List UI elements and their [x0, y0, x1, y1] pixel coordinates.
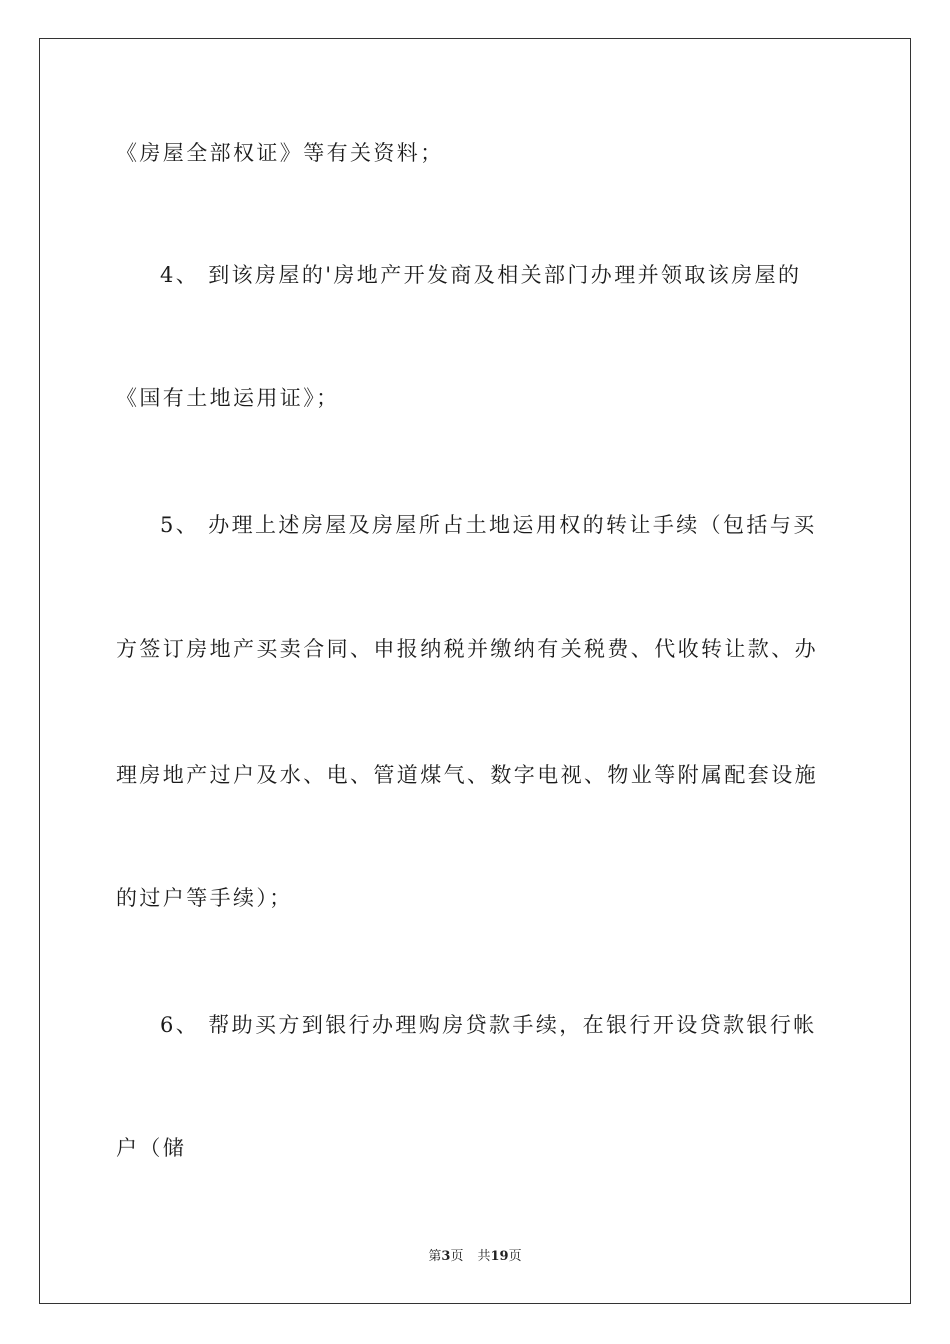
text-line-7: 的过户等手续）；: [116, 886, 293, 910]
text-line-4: 5、 办理上述房屋及房屋所占土地运用权的转让手续（包括与买: [160, 513, 817, 537]
text-line-6: 理房地产过户及水、电、管道煤气、数字电视、物业等附属配套设施: [116, 763, 818, 787]
footer-page-suffix: 页: [450, 1249, 464, 1264]
page-footer: [0, 1248, 950, 1266]
footer-total-prefix: 共: [477, 1249, 491, 1264]
footer-page-prefix: 第: [428, 1249, 442, 1264]
page-border: [39, 38, 911, 1304]
footer-page-number: 3: [441, 1249, 451, 1264]
text-line-5: 方签订房地产买卖合同、申报纳税并缴纳有关税费、代收转让款、办: [116, 637, 818, 661]
text-line-8: 6、 帮助买方到银行办理购房贷款手续，在银行开设贷款银行帐: [160, 1013, 817, 1037]
footer-total-suffix: 页: [508, 1249, 522, 1264]
text-line-3: 《国有土地运用证》；: [116, 386, 340, 410]
text-line-1: 《房屋全部权证》等有关资料；: [116, 141, 444, 165]
footer-total-pages: 19: [490, 1249, 509, 1264]
text-line-2: 4、 到该房屋的'房地产开发商及相关部门办理并领取该房屋的: [160, 263, 802, 287]
text-line-9: 户（储: [116, 1136, 187, 1160]
